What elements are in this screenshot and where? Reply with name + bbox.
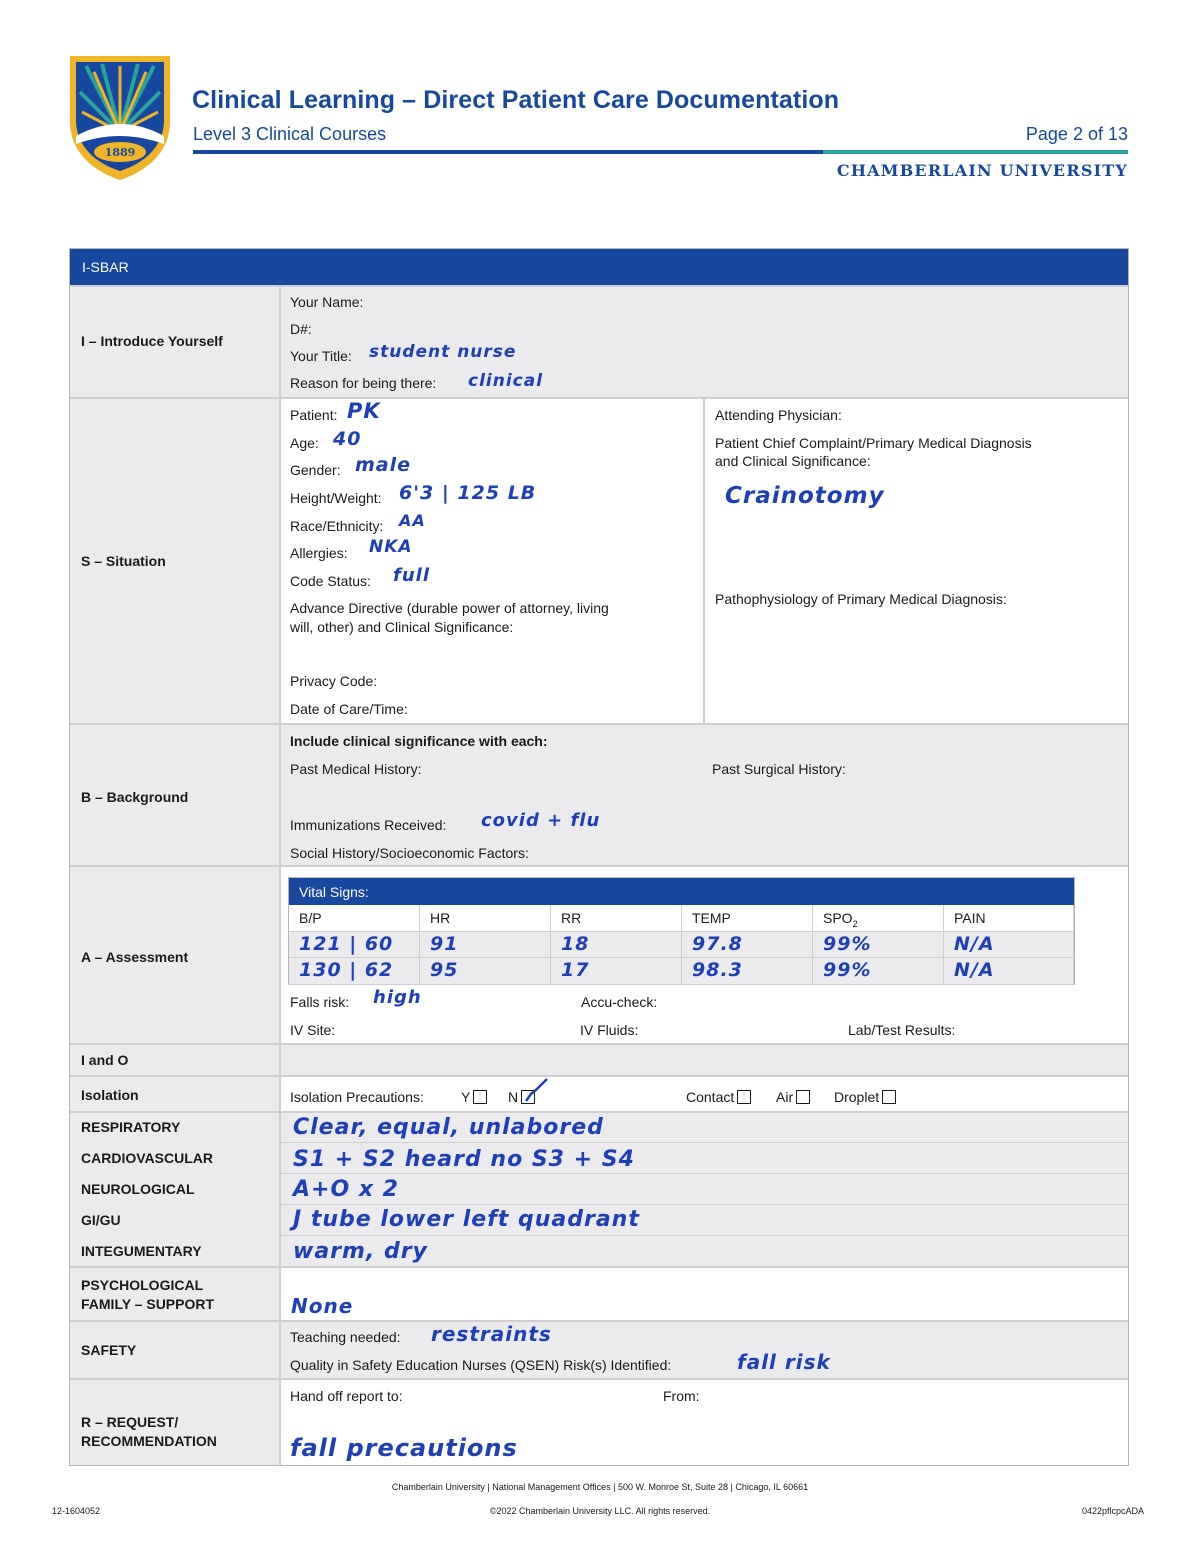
vitals-header-cell [813, 905, 944, 932]
row-isolation [70, 1075, 1128, 1111]
vitals-header-label: TEMP [692, 910, 731, 926]
immunizations-value[interactable]: covid + flu [481, 810, 601, 831]
check-mark-icon [521, 1077, 551, 1107]
vitals-value: 91 [430, 933, 459, 955]
vitals-value: N/A [954, 959, 995, 981]
row-introduce [70, 285, 1128, 397]
system-label-cardiovascular: CARDIOVASCULAR [81, 1150, 213, 1166]
row-situation [70, 397, 1128, 723]
handoff-label: Hand off report to: [290, 1388, 403, 1404]
patient-value[interactable]: PK [347, 399, 381, 423]
isbar-band-title: I-SBAR [82, 259, 129, 275]
allergies-label: Allergies: [290, 545, 348, 561]
footer-right-code: 0422pflcpcADA [1081, 1506, 1144, 1516]
vitals-value: 121 | 60 [299, 933, 394, 955]
footer-copyright: ©2022 Chamberlain University LLC. All rights reserved. [489, 1506, 711, 1516]
date-of-care-label: Date of Care/Time: [290, 701, 408, 717]
from-label: From: [663, 1388, 700, 1404]
gi-gu-value[interactable]: J tube lower left quadrant [293, 1207, 640, 1232]
height-weight-label: Height/Weight: [290, 490, 382, 506]
header-rule-teal [823, 150, 1128, 154]
chief-complaint-label-2: and Clinical Significance: [715, 453, 871, 469]
vitals-value-cell[interactable] [420, 932, 551, 958]
isolation-yes-label: Y [461, 1089, 471, 1105]
vitals-value-cell[interactable] [813, 958, 944, 985]
vitals-header-label: B/P [299, 910, 322, 926]
header-rule-blue [193, 150, 823, 154]
vitals-header-cell [682, 905, 813, 932]
vital-signs-title: Vital Signs: [299, 884, 369, 900]
psych-value[interactable]: None [291, 1294, 354, 1318]
social-history-label: Social History/Socioeconomic Factors: [290, 845, 529, 861]
air-checkbox[interactable] [796, 1090, 810, 1104]
document-title: Clinical Learning – Direct Patient Care Documentation [192, 86, 840, 114]
system-label-neurological: NEUROLOGICAL [81, 1181, 195, 1197]
advance-directive-label-1: Advance Directive (durable power of attorney, living [290, 600, 609, 616]
your-title-label: Your Title: [290, 348, 352, 364]
vitals-value: N/A [954, 933, 995, 955]
droplet-checkbox[interactable] [882, 1090, 896, 1104]
row-label-io: I and O [81, 1052, 129, 1068]
vitals-value-cell[interactable] [944, 958, 1074, 985]
gender-value[interactable]: male [355, 454, 412, 476]
vitals-value-cell[interactable] [682, 932, 813, 958]
pathophysiology-label: Pathophysiology of Primary Medical Diagnosis: [715, 591, 1007, 607]
psych-label-1: PSYCHOLOGICAL [81, 1277, 204, 1293]
your-name-label: Your Name: [290, 294, 364, 310]
vitals-header-label: PAIN [954, 910, 986, 926]
id-number-label: D#: [290, 321, 312, 337]
row-label-safety: SAFETY [81, 1342, 137, 1358]
advance-directive-label-2: will, other) and Clinical Significance: [290, 619, 514, 635]
page-number: Page 2 of 13 [1025, 124, 1128, 144]
vitals-value: 17 [561, 959, 590, 981]
vitals-header-cell [289, 905, 420, 932]
vitals-value: 18 [561, 933, 590, 955]
row-label-introduce: I – Introduce Yourself [81, 333, 223, 349]
cardiovascular-value[interactable]: S1 + S2 heard no S3 + S4 [293, 1147, 635, 1172]
attending-physician-label: Attending Physician: [715, 407, 842, 423]
iv-site-label: IV Site: [290, 1022, 336, 1038]
code-status-label: Code Status: [290, 573, 371, 589]
falls-risk-label: Falls risk: [290, 994, 350, 1010]
vitals-value: 95 [430, 959, 459, 981]
contact-label: Contact [686, 1089, 735, 1105]
vitals-value: 98.3 [692, 959, 743, 981]
row-label-assessment: A – Assessment [81, 949, 189, 965]
age-value[interactable]: 40 [333, 428, 362, 450]
row-label-isolation: Isolation [81, 1087, 139, 1103]
teaching-needed-label: Teaching needed: [290, 1329, 401, 1345]
gender-label: Gender: [290, 462, 341, 478]
neurological-value[interactable]: A+O x 2 [293, 1177, 399, 1202]
vitals-value-cell[interactable] [944, 932, 1074, 958]
lab-results-label: Lab/Test Results: [848, 1022, 956, 1038]
past-medical-history-label: Past Medical History: [290, 761, 422, 777]
logo-year: 1889 [104, 146, 136, 159]
allergies-value[interactable]: NKA [369, 537, 413, 557]
university-name: CHAMBERLAIN UNIVERSITY [836, 161, 1128, 180]
reason-value[interactable]: clinical [468, 371, 544, 391]
qsen-label: Quality in Safety Education Nurses (QSEN) Risk(s) Identified: [290, 1357, 672, 1373]
your-title-value[interactable]: student nurse [369, 342, 517, 362]
race-label: Race/Ethnicity: [290, 518, 384, 534]
chief-complaint-value[interactable]: Crainotomy [725, 483, 885, 509]
psych-label-2: FAMILY – SUPPORT [81, 1296, 215, 1312]
recommendation-value[interactable]: fall precautions [290, 1434, 518, 1462]
row-background [70, 723, 1128, 865]
vitals-value-cell[interactable] [420, 958, 551, 985]
vitals-value-cell[interactable] [813, 932, 944, 958]
vitals-header-label: RR [561, 910, 582, 926]
contact-checkbox[interactable] [737, 1090, 751, 1104]
vitals-header-cell [944, 905, 1074, 932]
vitals-header-cell [551, 905, 682, 932]
vitals-value: 97.8 [692, 933, 743, 955]
teaching-needed-value[interactable]: restraints [431, 1322, 552, 1346]
accu-check-label: Accu-check: [581, 994, 658, 1010]
io-field[interactable] [281, 1045, 1128, 1075]
university-shield-logo [66, 52, 174, 182]
row-systems [70, 1111, 1128, 1266]
document-subtitle: Level 3 Clinical Courses [193, 124, 387, 144]
chief-complaint-label-1: Patient Chief Complaint/Primary Medical Diagnosis [715, 435, 1032, 451]
height-weight-value[interactable]: 6'3 | 125 LB [399, 482, 537, 504]
vitals-value: 99% [823, 959, 872, 981]
include-significance-note: Include clinical significance with each: [290, 733, 548, 749]
row-assessment [70, 865, 1128, 1043]
row-safety [70, 1320, 1128, 1378]
race-value[interactable]: AA [399, 511, 426, 530]
integumentary-value[interactable]: warm, dry [293, 1239, 428, 1264]
isolation-precautions-label: Isolation Precautions: [290, 1089, 424, 1105]
isbar-band [70, 249, 1128, 285]
vitals-value-cell[interactable] [289, 958, 420, 985]
footer-address: Chamberlain University | National Management Offices | 500 W. Monroe St, Suite 28 | Chicago, IL 60661 [391, 1482, 809, 1492]
isolation-yes-checkbox[interactable] [473, 1090, 487, 1104]
respiratory-value[interactable]: Clear, equal, unlabored [293, 1115, 604, 1140]
code-status-value[interactable]: full [393, 565, 430, 586]
vitals-value: 99% [823, 933, 872, 955]
row-intake-output [70, 1043, 1128, 1075]
isolation-no-label: N [508, 1089, 519, 1105]
qsen-value[interactable]: fall risk [737, 1350, 831, 1374]
vitals-value-cell[interactable] [682, 958, 813, 985]
row-request [70, 1378, 1128, 1465]
request-label-1: R – REQUEST/ [81, 1414, 179, 1430]
system-label-respiratory: RESPIRATORY [81, 1119, 181, 1135]
iv-fluids-label: IV Fluids: [580, 1022, 639, 1038]
system-label-integumentary: INTEGUMENTARY [81, 1243, 202, 1259]
isbar-form [69, 248, 1129, 1466]
falls-risk-value[interactable]: high [373, 987, 422, 1008]
droplet-label: Droplet [834, 1089, 880, 1105]
row-label-situation: S – Situation [81, 553, 166, 569]
footer-left-code: 12-1604052 [52, 1506, 101, 1516]
vitals-value: 130 | 62 [299, 959, 394, 981]
vitals-header-label: $SPO_2$ [823, 910, 858, 929]
vitals-header-label: HR [430, 910, 451, 926]
past-surgical-history-label: Past Surgical History: [712, 761, 846, 777]
vitals-value-cell[interactable] [551, 958, 682, 985]
patient-label: Patient: [290, 407, 338, 423]
vitals-value-cell[interactable] [289, 932, 420, 958]
vitals-header-cell [420, 905, 551, 932]
vital-signs-table [288, 877, 1075, 985]
reason-label: Reason for being there: [290, 375, 437, 391]
row-label-background: B – Background [81, 789, 189, 805]
privacy-code-label: Privacy Code: [290, 673, 378, 689]
immunizations-label: Immunizations Received: [290, 817, 447, 833]
request-label-2: RECOMMENDATION [81, 1433, 217, 1449]
age-label: Age: [290, 435, 319, 451]
vitals-value-cell[interactable] [551, 932, 682, 958]
row-psychological [70, 1266, 1128, 1320]
system-label-gi-gu: GI/GU [81, 1212, 121, 1228]
air-label: Air [776, 1089, 794, 1105]
